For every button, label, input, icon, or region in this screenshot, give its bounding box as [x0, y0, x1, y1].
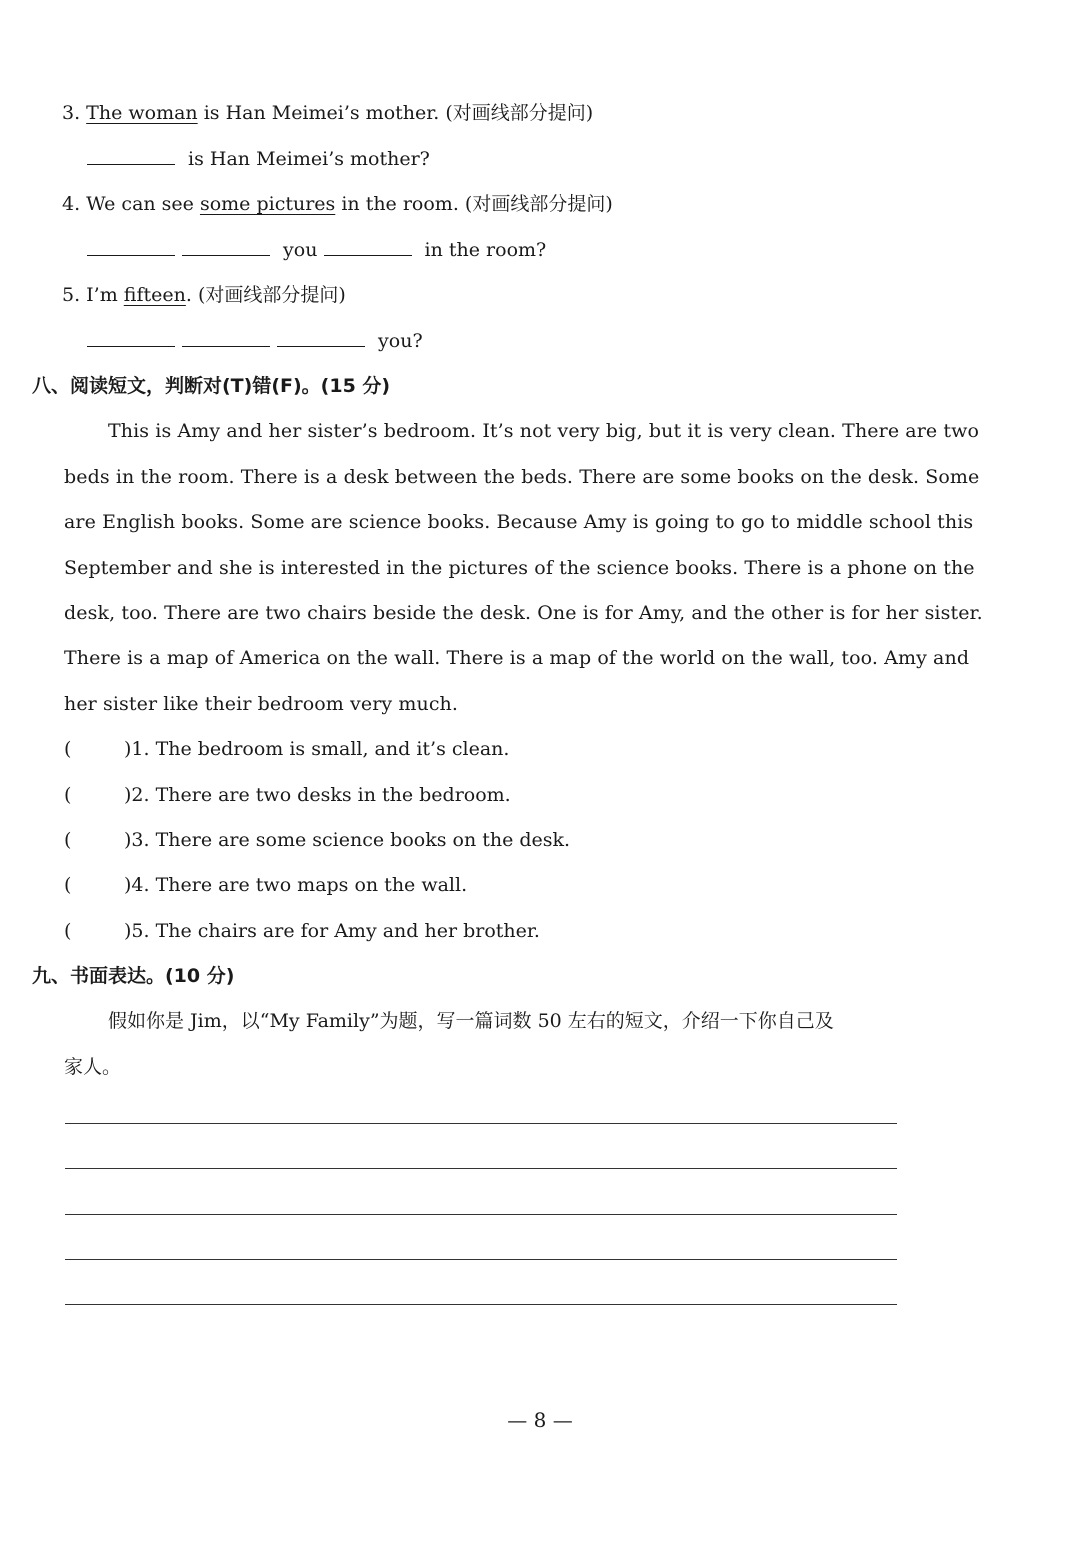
underlined-phrase: The woman [86, 102, 198, 124]
writing-prompt-continued: 家人。 [64, 1056, 122, 1078]
judgment-item[interactable]: ( )4. There are two maps on the wall. [64, 874, 468, 896]
writing-line[interactable] [65, 1214, 897, 1215]
passage-line: desk, too. There are two chairs beside the desk. One is for Amy, and the other is for her sister. [64, 602, 983, 624]
question-3: 3. The woman is Han Meimei’s mother. (对画线部分提问) [62, 102, 594, 124]
judgment-item[interactable]: ( )5. The chairs are for Amy and her brother. [64, 920, 540, 942]
question-3-answer-line: is Han Meimei’s mother? [87, 144, 430, 174]
answer-blank[interactable] [182, 235, 270, 256]
answer-blank[interactable] [324, 235, 412, 256]
passage-line: beds in the room. There is a desk between the beds. There are some books on the desk. Some [64, 466, 980, 488]
judgment-item[interactable]: ( )2. There are two desks in the bedroom. [64, 784, 511, 806]
judgment-item[interactable]: ( )1. The bedroom is small, and it’s clean. [64, 738, 510, 760]
question-5-answer-line: you? [87, 326, 423, 356]
passage-line: This is Amy and her sister’s bedroom. It’s not very big, but it is very clean. There are two [108, 420, 980, 442]
answer-blank[interactable] [182, 326, 270, 347]
writing-line[interactable] [65, 1123, 897, 1124]
page-number: — 8 — [507, 1408, 573, 1432]
answer-blank[interactable] [87, 326, 175, 347]
section-8-heading: 八、阅读短文，判断对(T)错(F)。(15 分) [32, 375, 391, 397]
question-4-answer-line: you in the room? [87, 235, 546, 265]
writing-prompt: 假如你是 Jim，以“My Family”为题，写一篇词数 50 左右的短文，介绍一下你自己及 [108, 1010, 834, 1032]
passage-line: are English books. Some are science books. Because Amy is going to go to middle school this [64, 511, 974, 533]
answer-blank[interactable] [277, 326, 365, 347]
passage-line: September and she is interested in the pictures of the science books. There is a phone on the [64, 557, 975, 579]
writing-line[interactable] [65, 1259, 897, 1260]
question-4: 4. We can see some pictures in the room. (对画线部分提问) [62, 193, 613, 215]
writing-line[interactable] [65, 1168, 897, 1169]
underlined-phrase: some pictures [199, 193, 336, 215]
question-5: 5. I’m fifteen. (对画线部分提问) [62, 284, 346, 306]
writing-line[interactable] [65, 1304, 897, 1305]
passage-line: her sister like their bedroom very much. [64, 693, 459, 715]
section-9-heading: 九、书面表达。(10 分) [32, 965, 235, 987]
judgment-item[interactable]: ( )3. There are some science books on the desk. [64, 829, 571, 851]
underlined-phrase: fifteen [123, 284, 186, 306]
answer-blank[interactable] [87, 144, 175, 165]
answer-blank[interactable] [87, 235, 175, 256]
passage-line: There is a map of America on the wall. There is a map of the world on the wall, too. Amy and [64, 647, 970, 669]
